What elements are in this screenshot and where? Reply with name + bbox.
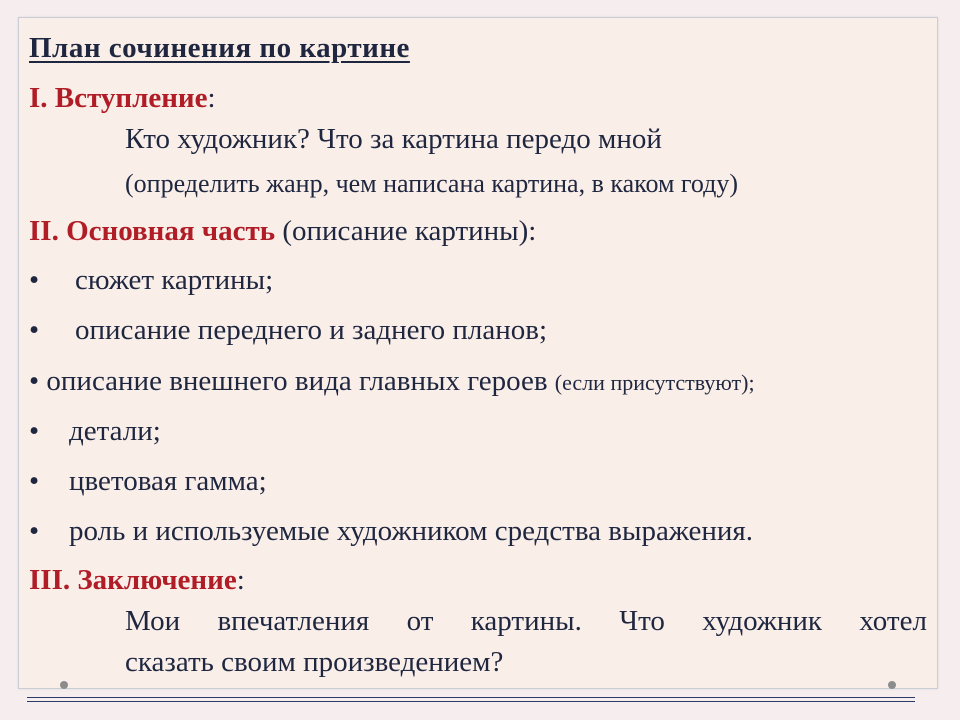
bullet: • — [29, 415, 40, 447]
intro-colon: : — [207, 82, 216, 114]
conclusion-word: Мои — [125, 605, 181, 637]
bullet: • — [29, 365, 40, 397]
title-text: План сочинения по картине — [29, 32, 410, 64]
list-item-text: описание внешнего вида главных героев — [46, 365, 548, 397]
bullet: • — [29, 465, 40, 497]
list-item — [29, 364, 755, 400]
list-item — [29, 263, 273, 297]
conclusion-word: впечатления — [217, 605, 370, 637]
list-item-note: (если присутствуют); — [554, 370, 755, 395]
intro-heading: I. Вступление — [29, 82, 208, 114]
list-item-text: детали; — [69, 415, 161, 447]
list-item-text: сюжет картины; — [75, 264, 274, 296]
main-heading: II. Основная часть — [29, 215, 276, 247]
list-item — [29, 414, 161, 448]
list-item — [29, 313, 547, 347]
intro-line-1: Кто художник? Что за картина передо мной — [125, 123, 662, 155]
conclusion-heading-line — [29, 563, 245, 597]
list-item — [29, 514, 753, 548]
list-item-text: роль и используемые художником средства выражения. — [69, 515, 753, 547]
conclusion-word: художник — [702, 605, 823, 637]
list-item — [29, 464, 267, 498]
bullet: • — [29, 314, 40, 346]
page-title — [29, 31, 410, 65]
list-item-text: цветовая гамма; — [69, 465, 267, 497]
conclusion-line-1 — [125, 604, 927, 638]
list-item-text: описание переднего и заднего планов; — [75, 314, 548, 346]
conclusion-line-2: сказать своим произведением? — [125, 646, 504, 678]
bullet: • — [29, 515, 40, 547]
conclusion-word: хотел — [859, 605, 927, 637]
main-heading-line — [29, 214, 536, 248]
main-heading-note: (описание картины): — [275, 215, 537, 247]
conclusion-word: картины. — [470, 605, 582, 637]
intro-heading-line — [29, 81, 216, 115]
bullet: • — [29, 264, 40, 296]
conclusion-heading: III. Заключение — [29, 564, 237, 596]
intro-line-2: (определить жанр, чем написана картина, в каком году) — [125, 169, 739, 198]
conclusion-word: Что — [619, 605, 665, 637]
conclusion-word: от — [406, 605, 434, 637]
conclusion-colon: : — [236, 564, 245, 596]
